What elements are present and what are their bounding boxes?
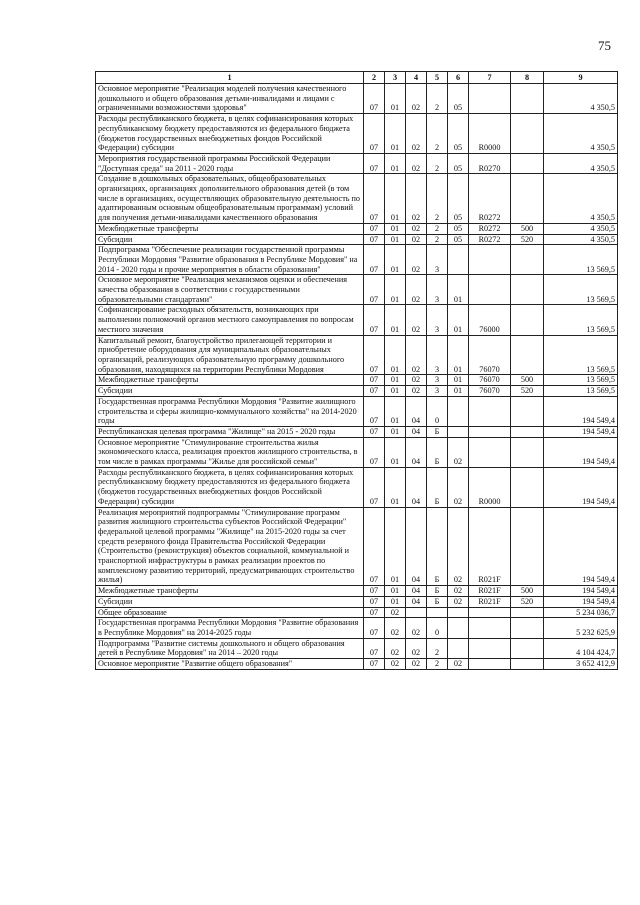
program-cell: 02 — [406, 375, 427, 386]
direction-cell — [469, 618, 511, 638]
direction-cell: R0272 — [469, 223, 511, 234]
program-cell: 02 — [406, 223, 427, 234]
subsection-cell: 01 — [385, 386, 406, 397]
header-cell: 7 — [469, 72, 511, 84]
section-cell: 07 — [364, 84, 385, 114]
table-row — [96, 386, 618, 397]
direction-cell: R021F — [469, 596, 511, 607]
event-cell: 01 — [448, 335, 469, 375]
table-row — [96, 153, 618, 173]
direction-cell: R0270 — [469, 153, 511, 173]
amount-cell: 13 569,5 — [544, 375, 618, 386]
section-cell: 07 — [364, 386, 385, 397]
direction-cell — [469, 437, 511, 467]
subsection-cell: 01 — [385, 305, 406, 335]
subsection-cell: 02 — [385, 618, 406, 638]
program-cell: 04 — [406, 507, 427, 586]
section-cell: 07 — [364, 426, 385, 437]
subsection-cell: 01 — [385, 335, 406, 375]
header-cell: 6 — [448, 72, 469, 84]
expense-type-cell — [511, 114, 544, 154]
expense-type-cell — [511, 607, 544, 618]
row-name-cell: Мероприятия государственной программы Российской Федерации "Доступная среда" на 2011 - 2020 годы — [96, 153, 364, 173]
program-cell: 02 — [406, 84, 427, 114]
subsection-cell: 01 — [385, 426, 406, 437]
header-cell: 8 — [511, 72, 544, 84]
header-cell: 1 — [96, 72, 364, 84]
table-row — [96, 234, 618, 245]
row-name-cell: Общее образование — [96, 607, 364, 618]
expense-type-cell — [511, 467, 544, 507]
section-cell: 07 — [364, 275, 385, 305]
row-name-cell: Основное мероприятие "Развитие общего образования" — [96, 659, 364, 670]
section-cell: 07 — [364, 153, 385, 173]
subprogram-cell: 2 — [427, 84, 448, 114]
section-cell: 07 — [364, 223, 385, 234]
section-cell: 07 — [364, 174, 385, 224]
subprogram-cell: 2 — [427, 659, 448, 670]
event-cell: 05 — [448, 234, 469, 245]
amount-cell: 194 549,4 — [544, 437, 618, 467]
direction-cell — [469, 396, 511, 426]
amount-cell: 13 569,5 — [544, 386, 618, 397]
row-name-cell: Расходы республиканского бюджета, в целях софинансирования которых республиканскому бюджету предоставляются из федерального бюджета (бюджетов государственных внебюджетных фондов Российской Федерации) субсидии — [96, 467, 364, 507]
expense-type-cell — [511, 437, 544, 467]
table-row — [96, 84, 618, 114]
amount-cell: 13 569,5 — [544, 275, 618, 305]
direction-cell: R0272 — [469, 234, 511, 245]
program-cell: 02 — [406, 234, 427, 245]
subprogram-cell: 2 — [427, 638, 448, 658]
budget-table — [95, 71, 618, 670]
row-name-cell: Софинансирование расходных обязательств, возникающих при выполнении полномочий органов местного самоуправления по вопросам местного значения — [96, 305, 364, 335]
row-name-cell: Субсидии — [96, 386, 364, 397]
table-row — [96, 618, 618, 638]
subsection-cell: 01 — [385, 586, 406, 597]
subsection-cell: 01 — [385, 507, 406, 586]
section-cell: 07 — [364, 586, 385, 597]
row-name-cell: Основное мероприятие "Реализация механизмов оценки и обеспечения качества образования в соответствии с государственными образовательными стандартами" — [96, 275, 364, 305]
subprogram-cell: 0 — [427, 396, 448, 426]
table-row — [96, 114, 618, 154]
expense-type-cell: 500 — [511, 375, 544, 386]
header-row — [96, 72, 618, 84]
program-cell: 02 — [406, 114, 427, 154]
amount-cell: 4 350,5 — [544, 114, 618, 154]
amount-cell: 4 350,5 — [544, 153, 618, 173]
subsection-cell: 01 — [385, 437, 406, 467]
table-row — [96, 659, 618, 670]
expense-type-cell: 520 — [511, 234, 544, 245]
row-name-cell: Подпрограмма "Обеспечение реализации государственной программы Республики Мордовия "Развитие образования в Республике Мордовия" на 2014 - 2020 годы и прочие мероприятия в области образования" — [96, 245, 364, 275]
direction-cell — [469, 607, 511, 618]
subsection-cell: 01 — [385, 234, 406, 245]
section-cell: 07 — [364, 114, 385, 154]
program-cell: 02 — [406, 638, 427, 658]
section-cell: 07 — [364, 507, 385, 586]
table-row — [96, 586, 618, 597]
direction-cell — [469, 275, 511, 305]
table-row — [96, 437, 618, 467]
expense-type-cell — [511, 153, 544, 173]
event-cell: 02 — [448, 596, 469, 607]
expense-type-cell — [511, 618, 544, 638]
event-cell: 02 — [448, 437, 469, 467]
header-cell: 5 — [427, 72, 448, 84]
subprogram-cell: 2 — [427, 114, 448, 154]
page-number: 75 — [598, 38, 611, 53]
expense-type-cell — [511, 174, 544, 224]
event-cell: 01 — [448, 375, 469, 386]
event-cell — [448, 245, 469, 275]
table-row — [96, 335, 618, 375]
expense-type-cell — [511, 396, 544, 426]
expense-type-cell — [511, 659, 544, 670]
expense-type-cell — [511, 507, 544, 586]
expense-type-cell: 500 — [511, 223, 544, 234]
row-name-cell: Создание в дошкольных образовательных, общеобразовательных организациях, организациях дополнительного образования детей (в том числе в организациях, осуществляющих образовательную деятельность по адаптированным основным общеобразовательным программам) условий для получения детьми-инвалидами качественного образования — [96, 174, 364, 224]
program-cell: 02 — [406, 659, 427, 670]
subprogram-cell: 2 — [427, 174, 448, 224]
table-row — [96, 305, 618, 335]
amount-cell: 194 549,4 — [544, 426, 618, 437]
subsection-cell: 01 — [385, 174, 406, 224]
direction-cell — [469, 245, 511, 275]
direction-cell — [469, 638, 511, 658]
section-cell: 07 — [364, 467, 385, 507]
section-cell: 07 — [364, 234, 385, 245]
subsection-cell: 02 — [385, 638, 406, 658]
table-row — [96, 174, 618, 224]
subsection-cell: 01 — [385, 396, 406, 426]
subprogram-cell: Б — [427, 596, 448, 607]
amount-cell: 194 549,4 — [544, 467, 618, 507]
event-cell — [448, 638, 469, 658]
subprogram-cell: 3 — [427, 305, 448, 335]
subsection-cell: 02 — [385, 607, 406, 618]
subprogram-cell: Б — [427, 426, 448, 437]
program-cell: 02 — [406, 174, 427, 224]
row-name-cell: Межбюджетные трансферты — [96, 375, 364, 386]
subprogram-cell: 3 — [427, 375, 448, 386]
direction-cell: R021F — [469, 507, 511, 586]
table-row — [96, 245, 618, 275]
amount-cell: 4 350,5 — [544, 84, 618, 114]
program-cell: 02 — [406, 305, 427, 335]
amount-cell: 4 104 424,7 — [544, 638, 618, 658]
program-cell: 04 — [406, 467, 427, 507]
row-name-cell: Межбюджетные трансферты — [96, 586, 364, 597]
amount-cell: 194 549,4 — [544, 396, 618, 426]
subsection-cell: 01 — [385, 153, 406, 173]
section-cell: 07 — [364, 607, 385, 618]
subsection-cell: 01 — [385, 84, 406, 114]
table-row — [96, 607, 618, 618]
section-cell: 07 — [364, 659, 385, 670]
event-cell: 05 — [448, 84, 469, 114]
event-cell: 05 — [448, 153, 469, 173]
row-name-cell: Межбюджетные трансферты — [96, 223, 364, 234]
table-row — [96, 223, 618, 234]
event-cell: 01 — [448, 275, 469, 305]
program-cell: 04 — [406, 596, 427, 607]
program-cell: 02 — [406, 335, 427, 375]
table-row — [96, 375, 618, 386]
event-cell: 02 — [448, 467, 469, 507]
amount-cell: 5 234 036,7 — [544, 607, 618, 618]
amount-cell: 194 549,4 — [544, 586, 618, 597]
direction-cell: R0272 — [469, 174, 511, 224]
table-row — [96, 396, 618, 426]
event-cell: 01 — [448, 386, 469, 397]
expense-type-cell — [511, 335, 544, 375]
program-cell: 04 — [406, 396, 427, 426]
amount-cell: 13 569,5 — [544, 335, 618, 375]
event-cell: 01 — [448, 305, 469, 335]
program-cell: 02 — [406, 245, 427, 275]
row-name-cell: Основное мероприятие "Реализация моделей получения качественного дошкольного и общего образования детьми-инвалидами и лицами с ограниченными возможностями здоровья" — [96, 84, 364, 114]
table-row — [96, 507, 618, 586]
subprogram-cell: Б — [427, 586, 448, 597]
event-cell: 05 — [448, 174, 469, 224]
event-cell: 02 — [448, 586, 469, 597]
section-cell: 07 — [364, 618, 385, 638]
table-row — [96, 596, 618, 607]
subprogram-cell: 2 — [427, 234, 448, 245]
subprogram-cell: Б — [427, 507, 448, 586]
direction-cell: R0000 — [469, 114, 511, 154]
amount-cell: 4 350,5 — [544, 234, 618, 245]
subsection-cell: 01 — [385, 467, 406, 507]
section-cell: 07 — [364, 245, 385, 275]
subsection-cell: 02 — [385, 659, 406, 670]
direction-cell: 76000 — [469, 305, 511, 335]
amount-cell: 3 652 412,9 — [544, 659, 618, 670]
section-cell: 07 — [364, 437, 385, 467]
expense-type-cell — [511, 305, 544, 335]
program-cell: 02 — [406, 275, 427, 305]
table-row — [96, 426, 618, 437]
row-name-cell: Государственная программа Республики Мордовия "Развитие жилищного строительства и сферы жилищно-коммунального хозяйства" на 2014-2020 годы — [96, 396, 364, 426]
header-cell: 3 — [385, 72, 406, 84]
section-cell: 07 — [364, 335, 385, 375]
row-name-cell: Основное мероприятие "Стимулирование строительства жилья экономического класса, реализация проектов жилищного строительства, в том числе в рамках программы "Жилье для российской семьи" — [96, 437, 364, 467]
direction-cell: 76070 — [469, 335, 511, 375]
row-name-cell: Капитальный ремонт, благоустройство прилегающей территории и приобретение оборудования для муниципальных образовательных организаций, реализующих образовательную программу дошкольного образования, находящихся на территории Республики Мордовия — [96, 335, 364, 375]
event-cell: 05 — [448, 114, 469, 154]
expense-type-cell — [511, 245, 544, 275]
row-name-cell: Субсидии — [96, 596, 364, 607]
event-cell: 05 — [448, 223, 469, 234]
event-cell — [448, 607, 469, 618]
amount-cell: 13 569,5 — [544, 305, 618, 335]
direction-cell — [469, 84, 511, 114]
amount-cell: 4 350,5 — [544, 223, 618, 234]
section-cell: 07 — [364, 305, 385, 335]
section-cell: 07 — [364, 396, 385, 426]
subsection-cell: 01 — [385, 596, 406, 607]
header-cell: 9 — [544, 72, 618, 84]
subprogram-cell: 2 — [427, 153, 448, 173]
amount-cell: 4 350,5 — [544, 174, 618, 224]
expense-type-cell — [511, 638, 544, 658]
section-cell: 07 — [364, 375, 385, 386]
expense-type-cell — [511, 84, 544, 114]
expense-type-cell: 520 — [511, 386, 544, 397]
program-cell: 02 — [406, 386, 427, 397]
program-cell — [406, 607, 427, 618]
subprogram-cell: 3 — [427, 245, 448, 275]
header-cell: 4 — [406, 72, 427, 84]
subprogram-cell: 0 — [427, 618, 448, 638]
subprogram-cell: 3 — [427, 335, 448, 375]
subprogram-cell: 3 — [427, 275, 448, 305]
direction-cell: 76070 — [469, 386, 511, 397]
event-cell — [448, 426, 469, 437]
direction-cell: 76070 — [469, 375, 511, 386]
subsection-cell: 01 — [385, 245, 406, 275]
program-cell: 02 — [406, 618, 427, 638]
row-name-cell: Государственная программа Республики Мордовия "Развитие образования в Республике Мордовия" на 2014-2025 годы — [96, 618, 364, 638]
subprogram-cell: 2 — [427, 223, 448, 234]
direction-cell: R021F — [469, 586, 511, 597]
subprogram-cell — [427, 607, 448, 618]
event-cell: 02 — [448, 659, 469, 670]
row-name-cell: Реализация мероприятий подпрограммы "Стимулирование программ развития жилищного строительства субъектов Российской Федерации" федеральной целевой программы "Жилище" на 2015-2020 годы за счет средств резервного фонда Правительства Российской Федерации (Строительство (реконструкция) объектов социальной, коммунальной и транспортной инфраструктуры в рамках реализации проектов по комплексному развитию территорий, предусматривающих строительство жилья) — [96, 507, 364, 586]
header-cell: 2 — [364, 72, 385, 84]
direction-cell — [469, 659, 511, 670]
row-name-cell: Расходы республиканского бюджета, в целях софинансирования которых республиканскому бюджету предоставляются из федерального бюджета (бюджетов государственных внебюджетных фондов Российской Федерации) субсидии — [96, 114, 364, 154]
subsection-cell: 01 — [385, 223, 406, 234]
expense-type-cell — [511, 426, 544, 437]
section-cell: 07 — [364, 596, 385, 607]
direction-cell: R0000 — [469, 467, 511, 507]
event-cell: 02 — [448, 507, 469, 586]
program-cell: 04 — [406, 586, 427, 597]
subsection-cell: 01 — [385, 375, 406, 386]
expense-type-cell: 500 — [511, 586, 544, 597]
event-cell — [448, 396, 469, 426]
subprogram-cell: Б — [427, 467, 448, 507]
amount-cell: 194 549,4 — [544, 507, 618, 586]
event-cell — [448, 618, 469, 638]
subsection-cell: 01 — [385, 275, 406, 305]
direction-cell — [469, 426, 511, 437]
program-cell: 04 — [406, 437, 427, 467]
amount-cell: 194 549,4 — [544, 596, 618, 607]
program-cell: 04 — [406, 426, 427, 437]
table-row — [96, 275, 618, 305]
row-name-cell: Республиканская целевая программа "Жилище" на 2015 - 2020 годы — [96, 426, 364, 437]
amount-cell: 5 232 625,9 — [544, 618, 618, 638]
row-name-cell: Подпрограмма "Развитие системы дошкольного и общего образования детей в Республике Мордовия" на 2014 – 2020 годы — [96, 638, 364, 658]
expense-type-cell: 520 — [511, 596, 544, 607]
table-row — [96, 638, 618, 658]
program-cell: 02 — [406, 153, 427, 173]
amount-cell: 13 569,5 — [544, 245, 618, 275]
table-row — [96, 467, 618, 507]
section-cell: 07 — [364, 638, 385, 658]
expense-type-cell — [511, 275, 544, 305]
subprogram-cell: 3 — [427, 386, 448, 397]
subprogram-cell: Б — [427, 437, 448, 467]
row-name-cell: Субсидии — [96, 234, 364, 245]
subsection-cell: 01 — [385, 114, 406, 154]
